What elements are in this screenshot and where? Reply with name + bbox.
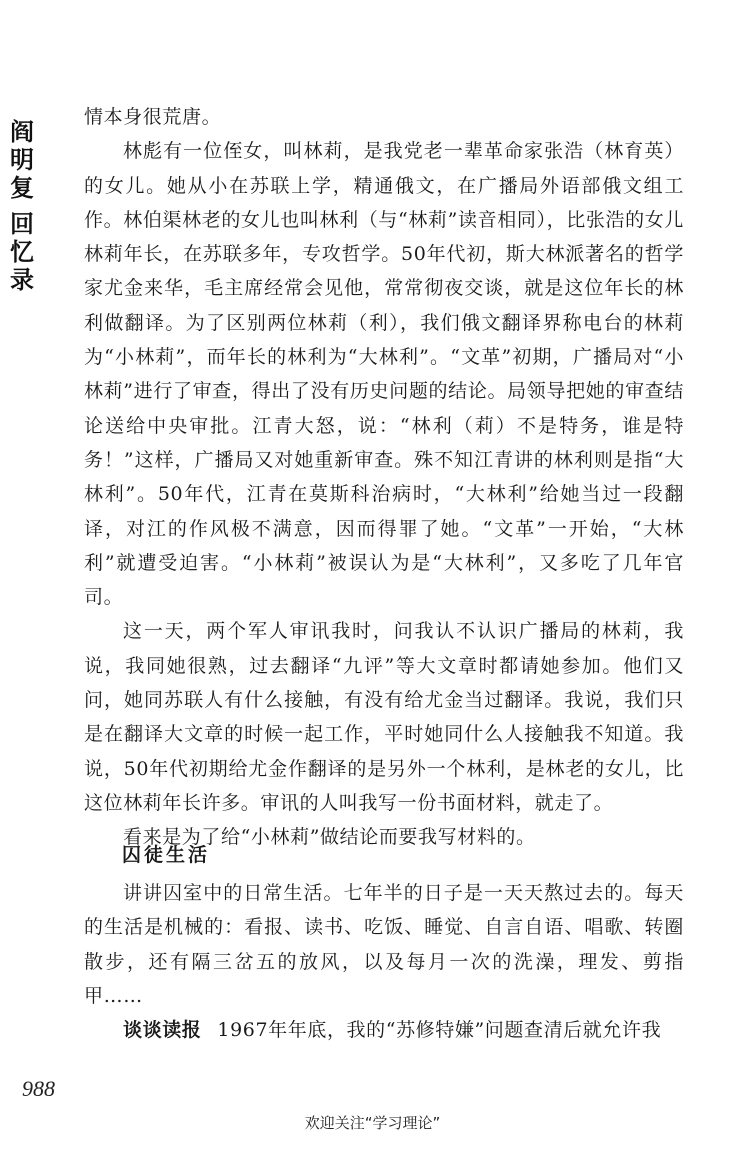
section-heading: 囚徒生活 [122, 844, 211, 866]
side-title-char: 忆 [10, 237, 34, 266]
side-title-char: 复 [10, 173, 34, 202]
body-text [84, 100, 684, 855]
paragraph-linli: 林彪有一位侄女，叫林莉，是我党老一辈革命家张浩（林育英）的女儿。她从小在苏联上学，精通俄文，在广播局外语部俄文组工作。林伯渠林老的女儿也叫林利（与“林莉”读音相同），比张浩的女儿林莉年长，在苏联多年，专攻哲学。50年代初，斯大林派著名的哲学家尤金来华，毛主席经常会见他，常常彻夜交谈，就是这位年长的林利做翻译。为了区别两位林莉（利），我们俄文翻译界称电台的林莉为“小林莉”，而年长的林利为“大林利”。“文革”初期，广播局对“小林莉”进行了审查，得出了没有历史问题的结论。局领导把她的审查结论送给中央审批。江青大怒，说：“林利（莉）不是特务，谁是特务！”这样，广播局又对她重新审查。殊不知江青讲的林利则是指“大林利”。50年代，江青在莫斯科治病时，“大林利”给她当过一段翻译，对江的作风极不满意，因而得罪了她。“文革”一开始，“大林利”就遭受迫害。“小林莉”被误认为是“大林利”，又多吃了几年官司。 [84, 140, 684, 609]
footer-note: 欢迎关注“学习理论” [304, 1114, 441, 1132]
side-title-char: 阎 [10, 117, 34, 146]
book-side-title [6, 118, 38, 294]
side-title-char: 录 [10, 265, 34, 294]
paragraph-interrogation: 这一天，两个军人审讯我时，问我认不认识广播局的林莉，我说，我同她很熟，过去翻译“九评”等大文章时都请她参加。他们又问，她同苏联人有什么接触，有没有给尤金当过翻译。我说，我们只是在翻译大文章的时候一起工作，平时她同什么人接触我不知道。我说，50年代初期给尤金作翻译的是另外一个林利，是林老的女儿，比这位林莉年长许多。审讯的人叫我写一份书面材料，就走了。 [84, 620, 684, 814]
section-intro: 讲讲囚室中的日常生活。七年半的日子是一天天熬过去的。每天的生活是机械的：看报、读书、吃饭、睡觉、自言自语、唱歌、转圈散步，还有隔三岔五的放风，以及每月一次的洗澡，理发、剪指甲…… [84, 882, 684, 1007]
subhead-text: 1967年年底，我的“苏修特嫌”问题查清后就允许我 [217, 1019, 662, 1042]
subhead-reading-newspaper: 谈谈读报 [123, 1019, 202, 1042]
paragraph-conclusion: 看来是为了给“小林莉”做结论而要我写材料的。 [123, 826, 536, 849]
reading-paragraph [84, 1013, 684, 1047]
section-body [84, 876, 684, 1047]
side-title-char: 回 [10, 209, 34, 238]
page-number: 988 [22, 1076, 55, 1101]
side-title-char: 明 [10, 145, 34, 174]
paragraph-continued: 情本身很荒唐。 [84, 106, 222, 128]
